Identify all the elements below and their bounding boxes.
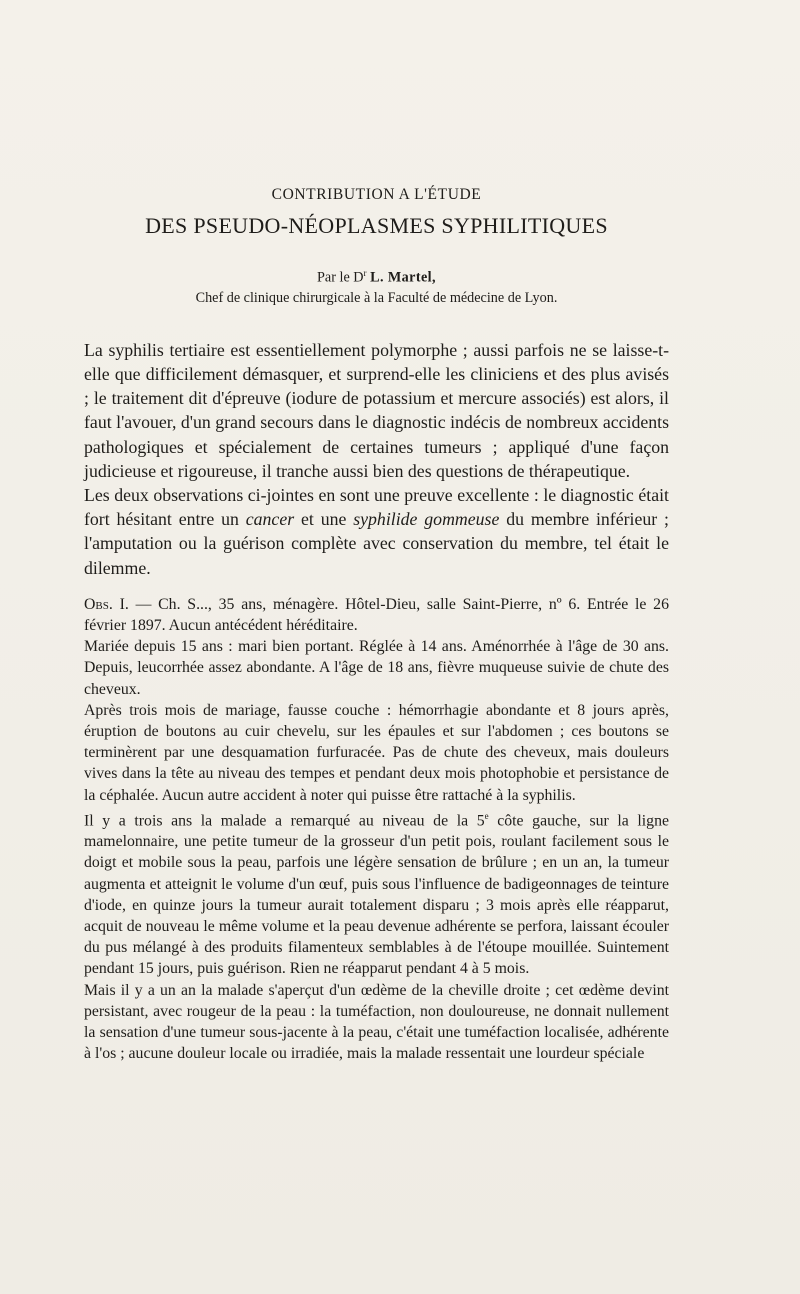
lead-p2-em-cancer: cancer — [245, 509, 295, 530]
obs-p4-text-b: côte gauche, sur la ligne mamelonnaire, une petite tumeur de la grosseur d'un petit pois, roulant facilement sous le doigt et mobile sous la peau, parfois une légère sensation de brûlure ; en un an, la tumeur augmenta et atteignit le volume d'un œuf, puis sous l'influence de badigeonnages de teinture d'iode, en quinze jours la tumeur aurait totalement disparu ; 3 mois après elle réapparut, acquit de nouveau le même volume et la peau devenue adhérente se perfora, laissant écouler du pus mélangé à des produits filamenteux semblables à de l'étoupe mouillée. Suintement pendant 15 jours, puis guérison. Rien ne réapparut pendant 4 à 5 mois. — [84, 812, 669, 978]
author-name: L. Martel, — [370, 269, 436, 286]
lead-section — [84, 338, 669, 580]
obs-paragraph-5: Mais il y a un an la malade s'aperçut d'un œdème de la cheville droite ; cet œdème devint persistant, avec rougeur de la peau : la tuméfaction, non douloureuse, ne donnait nullement la sensation d'une tumeur sous-jacente à la peau, c'était une tuméfaction localisée, adhérente à l'os ; aucune douleur locale ou irradiée, mais la malade ressentait une lourdeur spéciale — [84, 981, 669, 1063]
obs-paragraph-3: Après trois mois de mariage, fausse couche : hémorrhagie abondante et 8 jours après, éruption de boutons au cuir chevelu, sur les épaules et sur l'abdomen ; ces boutons se terminèrent par une desquamation furfuracée. Pas de chute des cheveux, mais douleurs vives dans la tête au niveau des tempes et pendant deux mois photophobie et persistance de la céphalée. Aucun autre accident à noter qui puisse être rattaché à la syphilis. — [84, 701, 669, 804]
lead-p2-text-b: et une — [294, 509, 354, 530]
text-column — [84, 186, 669, 1065]
lead-p2-text-c: du membre inférieur ; l'amputation ou la guérison complète avec conservation du membre, tel était le dilemme. — [84, 509, 669, 578]
obs-p1-text: — Ch. S..., 35 ans, ménagère. Hôtel-Dieu, salle Saint-Pierre, nº 6. Entrée le 26 février 1897. Aucun antécédent héréditaire. — [84, 595, 669, 634]
lead-paragraph-1: La syphilis tertiaire est essentiellement polymorphe ; aussi parfois ne se laisse-t-elle que difficilement démasquer, et surprend-elle les cliniciens et des plus avisés ; le traitement dit d'épreuve (iodure de potassium et mercure associés) est alors, il faut l'avouer, d'un grand secours dans le diagnostic indécis de nombreux accidents pathologiques et spécialement de certaines tumeurs ; appliqué d'une façon judicieuse et rigoureuse, il tranche aussi bien des questions de thérapeutique. — [84, 339, 669, 481]
obs-paragraph-4 — [84, 806, 669, 980]
byline — [84, 263, 669, 288]
title-line-1: CONTRIBUTION A L'ÉTUDE — [271, 186, 482, 203]
byline-prefix: Par le D — [317, 269, 364, 286]
title-line-2: DES PSEUDO-NÉOPLASMES SYPHILITIQUES — [145, 213, 608, 238]
obs-paragraph-1 — [84, 594, 669, 636]
author-affiliation: Chef de clinique chirurgicale à la Faculté de médecine de Lyon. — [195, 289, 558, 306]
lead-p2-text-a: Les deux observations ci-jointes en sont une preuve excellente : le diagnostic était fort hésitant entre un — [84, 484, 669, 530]
byline-superscript: r — [363, 268, 367, 278]
obs-p4-sup: e — [484, 810, 489, 821]
obs-label: Obs. I. — [84, 595, 129, 613]
obs-paragraph-2: Mariée depuis 15 ans : mari bien portant. Réglée à 14 ans. Aménorrhée à l'âge de 30 ans. Depuis, leucorrhée assez abondante. A l'âge de 18 ans, fièvre muqueuse suivie de chute des cheveux. — [84, 638, 669, 698]
lead-p2-em-syphilide: syphilide gommeuse — [353, 509, 500, 530]
lead-paragraph-2 — [84, 483, 669, 580]
observation-section — [84, 594, 669, 1065]
obs-p4-text-a: Il y a trois ans la malade a remarqué au niveau de la 5 — [84, 812, 485, 830]
